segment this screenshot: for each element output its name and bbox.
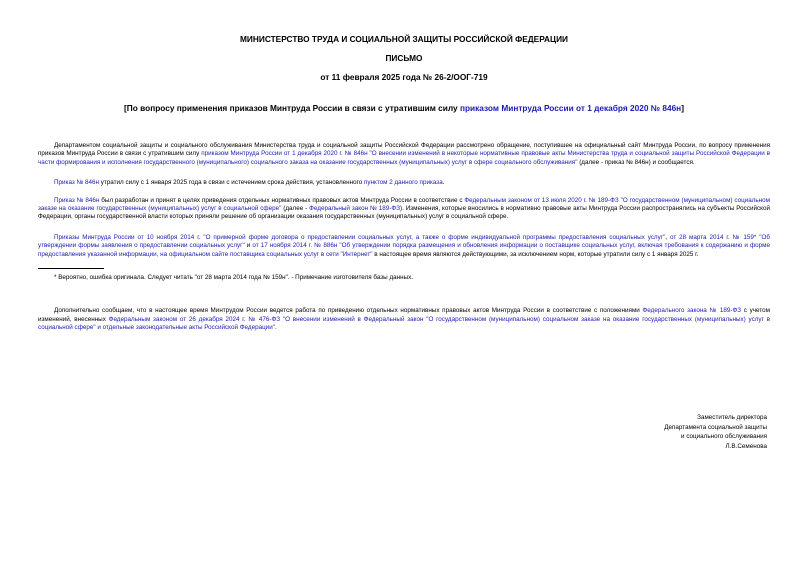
orders-2014-link[interactable]: Приказы Минтруда России от 10 ноября 2014 г. "О примерной форме договора о предоставлении социальных услуг, а также о форме индивидуальной программы предоставления социальных услуг": [54, 233, 666, 241]
paragraph-1-text-end: (далее - приказ № 846н) и сообщается.: [577, 158, 695, 166]
application-form-link[interactable]: "Об утверждении формы заявления о предоставлении социальных услуг": [38, 233, 771, 250]
subject-prefix: [По вопросу применения приказов Минтруда России в связи с утратившим силу: [124, 103, 460, 113]
federal-law-189-short-link[interactable]: Федерального закона № 189-ФЗ: [642, 307, 742, 315]
paragraph-3-text-end: ). Изменения, которые вносились в нормативно правовые акты Минтруда России распространялись на субъекты Российской Федерации, органы государственной власти которых приняли решение об организации оказания государственных (муниципальных) услуг в социальной сфере.: [38, 205, 770, 221]
document-type: ПИСЬМО: [385, 53, 423, 63]
footnote: * Вероятно, ошибка оригинала. Следует читать "от 28 марта 2014 года № 159н". - Примечание изготовителя базы данных.: [54, 274, 414, 282]
document-date: от 11 февраля 2025 года № 26-2/ООГ-719: [320, 72, 488, 82]
paragraph-4-sep-3: и: [244, 242, 253, 250]
federal-law-189-link[interactable]: Федеральным законом от 13 июля 2020 г. № 189-ФЗ "О государственном (муниципальном) социальном заказе на оказание государственных (муниципальных) услуг в социальной сфере": [38, 196, 770, 213]
paragraph-5-text: Дополнительно сообщаем, что в настоящее время Минтрудом России ведется работа по приведению отдельных нормативных правовых актов Минтруда России в соответствие с положениями: [54, 307, 643, 315]
signature-department: Департамента социальной защиты: [664, 423, 767, 431]
order-846n-link[interactable]: приказом Минтруда России от 1 декабря 2020 г. № 846н "О внесении изменений в некоторые нормативные правовые акты Министерства труда и социальной защиты Российской Федерации в части формирования и исполнения государственного (муниципального) социального заказа на оказание государственных (муниципальных) услуг в сфере социального обслуживания": [38, 150, 771, 166]
paragraph-3-text-mid: (далее -: [281, 205, 310, 213]
signature-department-cont: и социального обслуживания: [681, 433, 767, 441]
subject-link[interactable]: приказом Минтруда России от 1 декабря 2020 № 846н: [459, 103, 682, 113]
paragraph-4: [38, 234, 770, 259]
ministry-title: МИНИСТЕРСТВО ТРУДА И СОЦИАЛЬНОЙ ЗАЩИТЫ РОССИЙСКОЙ ФЕДЕРАЦИИ: [239, 34, 569, 44]
order-846n-link[interactable]: Приказ № 846н: [54, 179, 99, 187]
order-886n-link[interactable]: от 17 ноября 2014 г. № 886н "Об утверждении порядка размещения и обновления информации о поставщике социальных услуг, включая требования к содержанию и форме предоставления указанной информации, на официальном сайте поставщика социальных услуг в сети "Интернет": [38, 242, 770, 258]
federal-law-476-link[interactable]: Федеральным законом от 26 декабря 2024 г. № 476-ФЗ "О внесении изменений в Федеральный закон "О государственном (муниципальном) социальном заказе на оказание государственных (муниципальных) услуг в социальной сфере" и отдельные законодательные акты Российской Федерации": [38, 315, 770, 332]
federal-law-189-short-link[interactable]: Федеральный закон № 189-ФЗ: [309, 205, 400, 213]
order-159-link[interactable]: от 28 марта 2014 г. № 159*: [669, 233, 757, 241]
order-846n-link[interactable]: Приказ № 846н: [54, 196, 100, 204]
paragraph-5: [38, 307, 770, 332]
paragraph-5-text-end: .: [274, 324, 277, 332]
signature-name: Л.В.Семенова: [725, 442, 767, 450]
paragraph-1: [38, 142, 770, 167]
signature-position: Заместитель директора: [697, 414, 767, 421]
document-page: [38, 30, 770, 333]
signature-block: [637, 413, 767, 451]
paragraph-2-text-end: .: [442, 179, 445, 187]
footnote-divider: [38, 268, 104, 269]
clause-2-link[interactable]: пунктом 2 данного приказа: [364, 179, 443, 187]
paragraph-5-text-mid: с учетом изменений, внесенных: [38, 307, 770, 323]
paragraph-4-sep-1: ,: [665, 233, 670, 241]
paragraph-2: [38, 179, 770, 187]
paragraph-3: [38, 197, 770, 222]
paragraph-3-text: был разработан и принят в целях приведения отдельных нормативных правовых актов Минтруда России в соответствие с: [99, 196, 465, 204]
subject-suffix: ]: [681, 103, 684, 113]
paragraph-2-text: утратил силу с 1 января 2025 года в связи с истечением срока действия, установленного: [99, 179, 364, 187]
paragraph-1-text: Департаментом социальной защиты и социального обслуживания Министерства труда и социальной защиты Российской Федерации рассмотрено обращение, поступившее на официальный сайт Минтруда России, по вопросу применения приказов Минтруда России в связи с утратившим силу: [38, 142, 770, 158]
document-subject: [38, 103, 770, 113]
paragraph-4-text-end: в настоящее время являются действующими, за исключением норм, которые утратили силу с 1 января 2025 г.: [372, 250, 699, 258]
